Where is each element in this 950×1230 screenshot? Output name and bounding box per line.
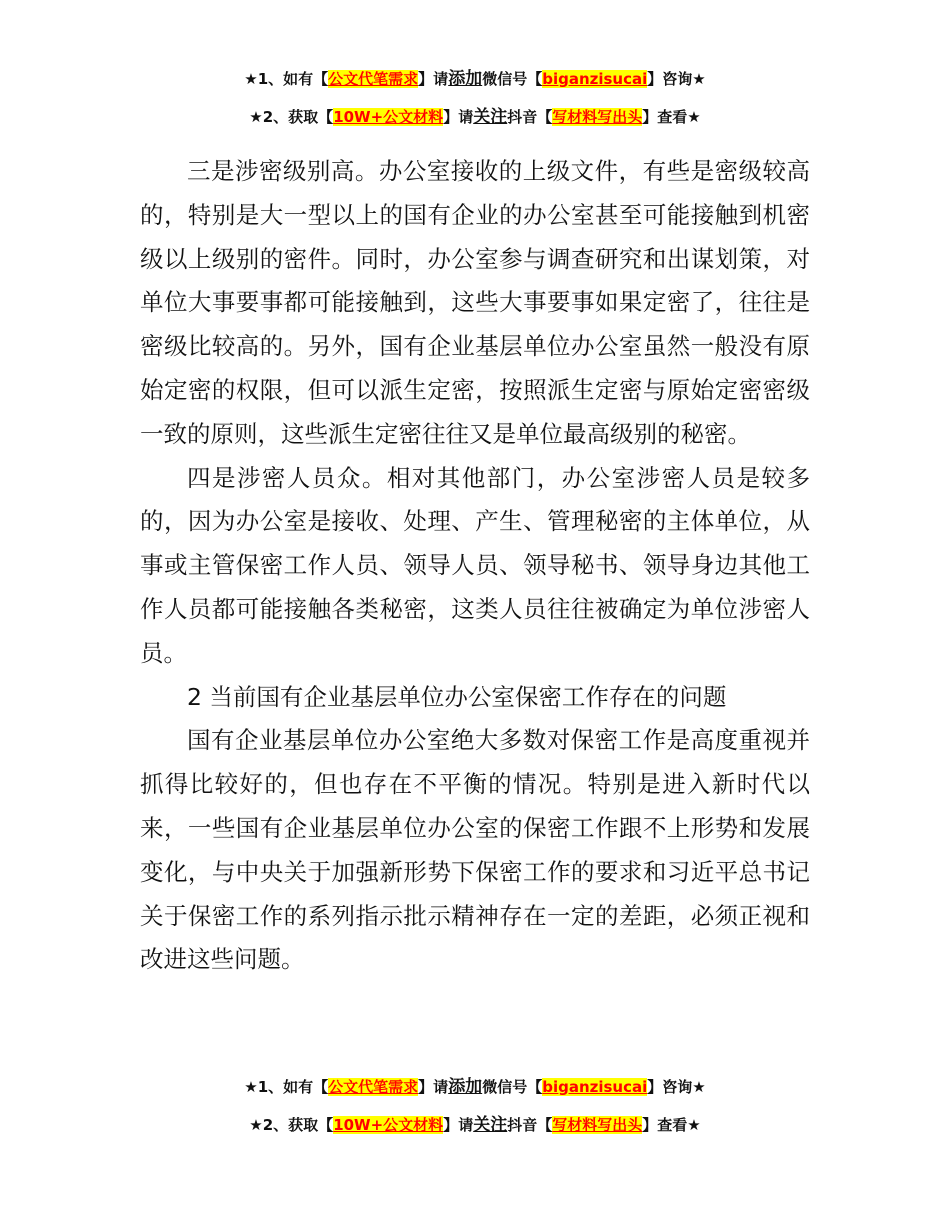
- banner-text: 微信号【: [482, 1078, 543, 1096]
- banner-text: 】请: [418, 1078, 449, 1096]
- service-highlight: 公文代笔需求: [328, 1078, 419, 1096]
- banner-emphasis: 添加: [448, 69, 483, 89]
- wechat-id-highlight: biganzisucai: [542, 70, 648, 88]
- materials-highlight: 10W+公文材料: [333, 1116, 444, 1134]
- star-icon: ★: [692, 70, 706, 88]
- star-icon: ★: [244, 70, 258, 88]
- paragraph-classification-level: 三是涉密级别高。办公室接收的上级文件，有些是密级较高的，特别是大一型以上的国有企业的办公室甚至可能接触到机密级以上级别的密件。同时，办公室参与调查研究和出谋划策，对单位大事要事都可能接触到，这些大事要事如果定密了，往往是密级比较高的。另外，国有企业基层单位办公室虽然一般没有原始定密的权限，但可以派生定密，按照派生定密与原始定密密级一致的原则，这些派生定密往往又是单位最高级别的秘密。: [140, 157, 810, 448]
- banner-text: 】查看: [642, 1116, 688, 1134]
- star-icon: ★: [244, 1078, 258, 1096]
- paragraph-classified-personnel: 四是涉密人员众。相对其他部门，办公室涉密人员是较多的，因为办公室是接收、处理、产生、管理秘密的主体单位，从事或主管保密工作人员、领导人员、领导秘书、领导身边其他工作人员都可能接触各类秘密，这类人员往往被确定为单位涉密人员。: [140, 463, 810, 667]
- section-heading: 2 当前国有企业基层单位办公室保密工作存在的问题: [187, 682, 727, 711]
- banner-text: 抖音【: [507, 108, 553, 126]
- douyin-id-highlight: 写材料写出头: [552, 1116, 643, 1134]
- header-banner-line-1: [0, 68, 950, 90]
- service-highlight: 公文代笔需求: [328, 70, 419, 88]
- banner-text: 】请: [443, 108, 474, 126]
- banner-text: 抖音【: [507, 1116, 553, 1134]
- star-icon: ★: [692, 1078, 706, 1096]
- banner-text: 2、获取【: [262, 1116, 334, 1134]
- star-icon: ★: [687, 108, 701, 126]
- paragraph-existing-problems: 国有企业基层单位办公室绝大多数对保密工作是高度重视并抓得比较好的，但也存在不平衡的情况。特别是进入新时代以来，一些国有企业基层单位办公室的保密工作跟不上形势和发展变化，与中央关于加强新形势下保密工作的要求和习近平总书记关于保密工作的系列指示批示精神存在一定的差距，必须正视和改进这些问题。: [140, 726, 810, 974]
- banner-emphasis: 关注: [473, 107, 508, 127]
- header-banner-line-2: [0, 106, 950, 128]
- banner-emphasis: 关注: [473, 1115, 508, 1135]
- banner-text: 微信号【: [482, 70, 543, 88]
- footer-banner-line-2: [0, 1114, 950, 1136]
- banner-text: 】咨询: [647, 70, 693, 88]
- banner-text: 1、如有【: [257, 1078, 329, 1096]
- banner-text: 1、如有【: [257, 70, 329, 88]
- banner-text: 】请: [443, 1116, 474, 1134]
- star-icon: ★: [249, 108, 263, 126]
- banner-emphasis: 添加: [448, 1077, 483, 1097]
- star-icon: ★: [249, 1116, 263, 1134]
- banner-text: 】请: [418, 70, 449, 88]
- wechat-id-highlight: biganzisucai: [542, 1078, 648, 1096]
- materials-highlight: 10W+公文材料: [333, 108, 444, 126]
- document-body: [140, 150, 810, 982]
- banner-text: 2、获取【: [262, 108, 334, 126]
- footer-banner-line-1: [0, 1076, 950, 1098]
- douyin-id-highlight: 写材料写出头: [552, 108, 643, 126]
- star-icon: ★: [687, 1116, 701, 1134]
- banner-text: 】查看: [642, 108, 688, 126]
- banner-text: 】咨询: [647, 1078, 693, 1096]
